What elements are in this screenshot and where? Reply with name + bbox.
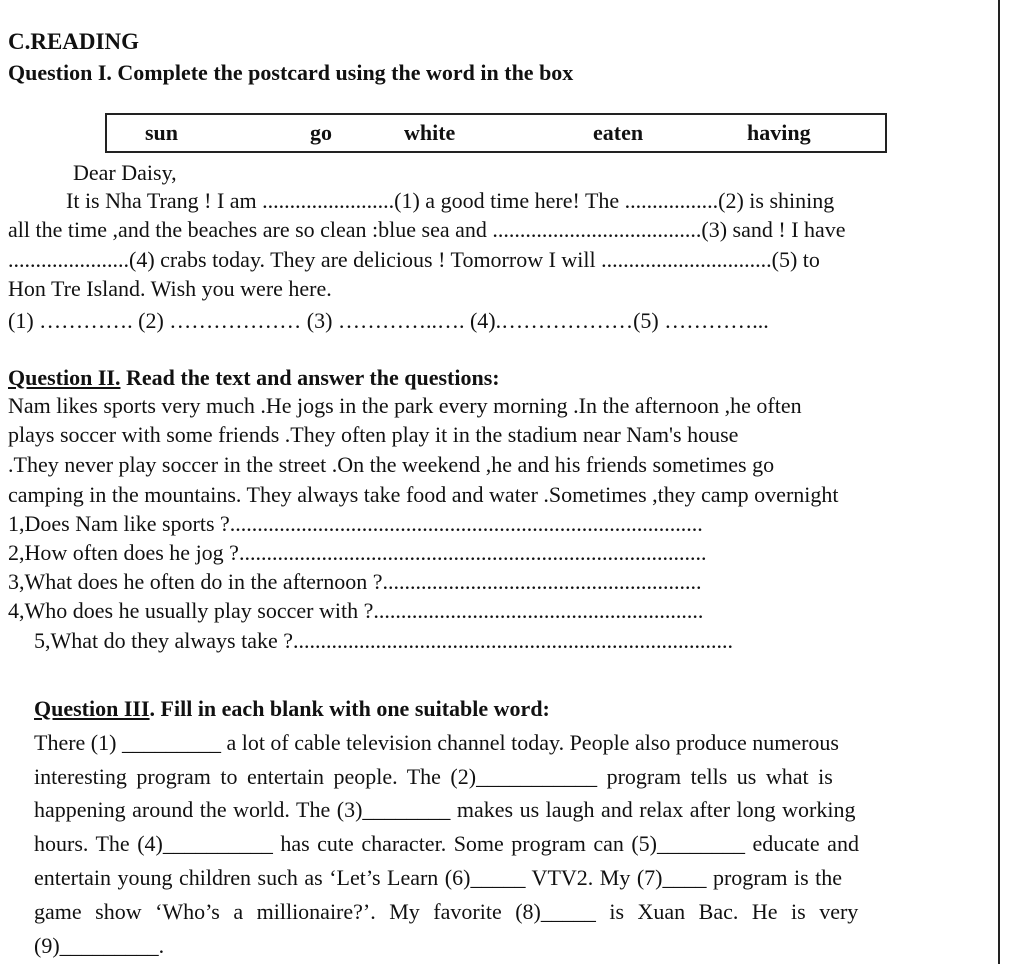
reading-text-line: camping in the mountains. They always take food and water .Sometimes ,they camp overnight xyxy=(8,482,839,507)
section-title: C.READING xyxy=(8,29,139,54)
q3-title xyxy=(34,696,550,722)
fill-paragraph-line: interesting program to entertain people. The (2)___________ program tells us what is xyxy=(34,764,833,789)
word-box-item: white xyxy=(404,120,456,145)
q1-title: Question I. Complete the postcard using the word in the box xyxy=(8,60,574,85)
question-item: 4,Who does he usually play soccer with ?............................................................ xyxy=(8,598,704,623)
question-item: 3,What does he often do in the afternoon ?.......................................................... xyxy=(8,569,702,594)
question-item: 1,Does Nam like sports ?...................................................................................... xyxy=(8,511,703,536)
q3-title-text: . Fill in each blank with one suitable word: xyxy=(149,696,550,721)
fill-paragraph-line: hours. The (4)__________ has cute character. Some program can (5)________ educate and xyxy=(34,831,859,856)
q2-title xyxy=(8,365,500,391)
question-item: 5,What do they always take ?................................................................................ xyxy=(34,628,734,653)
postcard-line: ......................(4) crabs today. They are delicious ! Tomorrow I will ...............................(5) to xyxy=(8,247,820,272)
fill-paragraph-line: entertain young children such as ‘Let’s Learn (6)_____ VTV2. My (7)____ program is the xyxy=(34,865,843,890)
postcard-greeting: Dear Daisy, xyxy=(73,160,177,185)
reading-text-line: plays soccer with some friends .They often play it in the stadium near Nam's house xyxy=(8,422,739,447)
word-box-item: having xyxy=(747,120,811,145)
postcard-line: It is Nha Trang ! I am ........................(1) a good time here! The .................(2) is shining xyxy=(66,188,835,213)
page-edge-rule xyxy=(998,0,1000,964)
fill-paragraph-line: (9)_________. xyxy=(34,933,165,958)
postcard-line: all the time ,and the beaches are so clean :blue sea and ......................................(3) sand ! I have xyxy=(8,217,846,242)
fill-paragraph-line: happening around the world. The (3)________ makes us laugh and relax after long working xyxy=(34,797,856,822)
answer-blanks: (1) …………. (2) ……………… (3) …………..…. (4).………………(5) …………... xyxy=(8,308,769,333)
q2-title-text: Read the text and answer the questions: xyxy=(120,365,500,390)
reading-text-line: .They never play soccer in the street .On the weekend ,he and his friends sometimes go xyxy=(8,452,775,477)
q3-title-number: Question III xyxy=(34,696,150,721)
reading-text-line: Nam likes sports very much .He jogs in the park every morning .In the afternoon ,he often xyxy=(8,393,802,418)
fill-paragraph-line: There (1) _________ a lot of cable television channel today. People also produce numerous xyxy=(34,730,839,755)
word-box-item: sun xyxy=(145,120,179,145)
word-box-item: go xyxy=(310,120,332,145)
word-box xyxy=(105,113,887,153)
word-box-item: eaten xyxy=(593,120,644,145)
q2-title-number: Question II. xyxy=(8,365,121,390)
question-item: 2,How often does he jog ?..................................................................................... xyxy=(8,540,707,565)
postcard-line: Hon Tre Island. Wish you were here. xyxy=(8,276,332,301)
fill-paragraph-line: game show ‘Who’s a millionaire?’. My favorite (8)_____ is Xuan Bac. He is very xyxy=(34,899,859,924)
